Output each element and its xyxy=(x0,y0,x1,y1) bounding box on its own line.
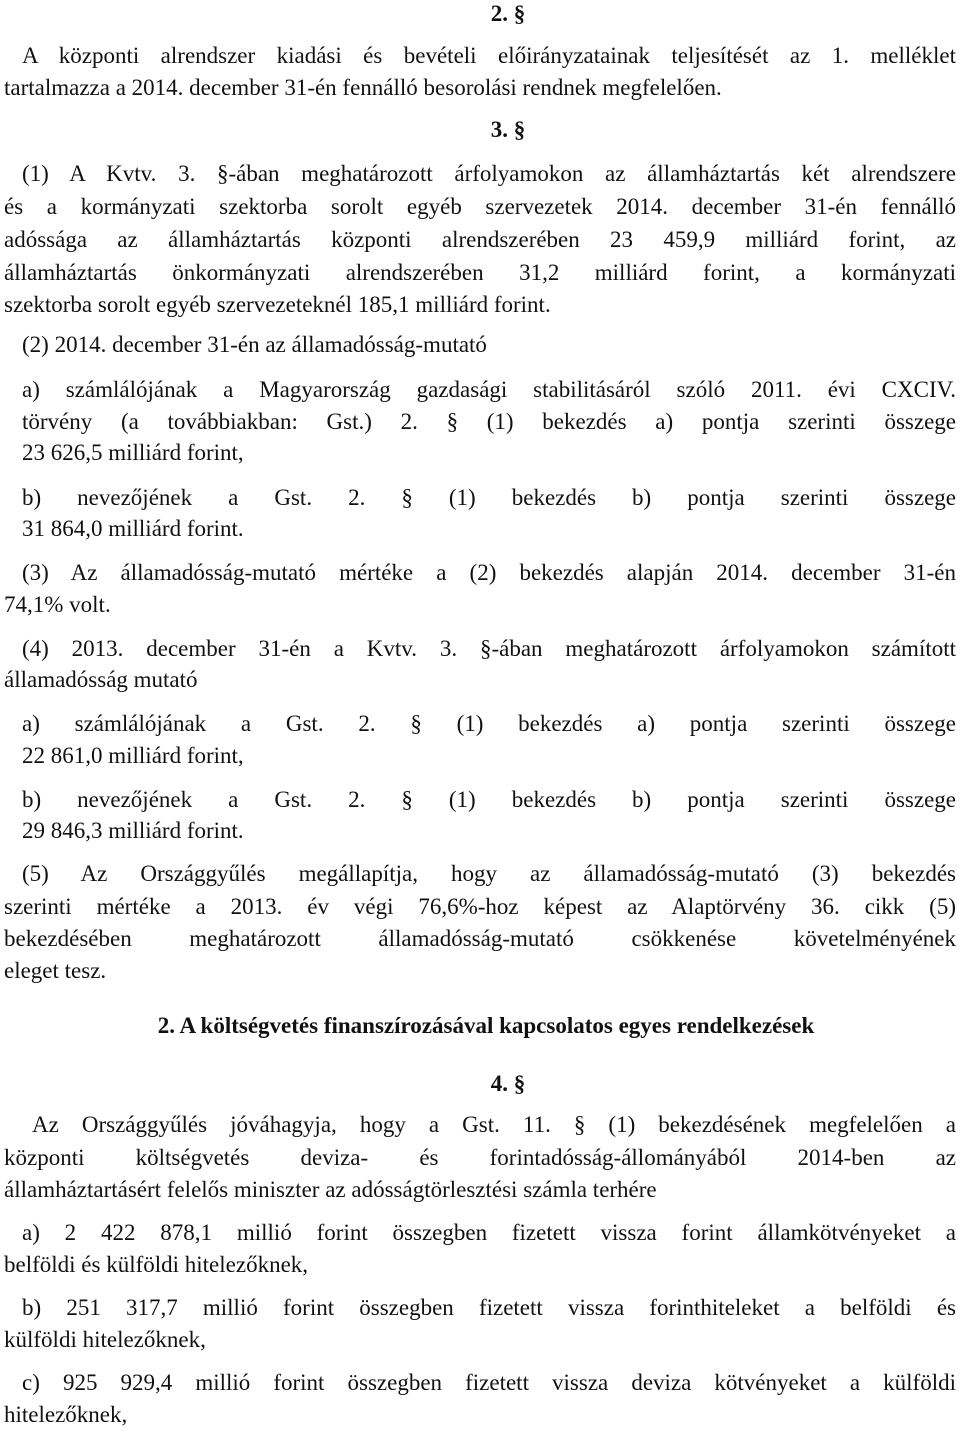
paragraph-line: (4) 2013. december 31-én a Kvtv. 3. §-ában meghatározott árfolyamokon számított xyxy=(22,636,956,661)
list-item-line: törvény (a továbbiakban: Gst.) 2. § (1) bekezdés a) pontja szerinti összege xyxy=(22,409,956,434)
list-item-line: a) 2 422 878,1 millió forint összegben fizetett vissza forint államkötvényeket a xyxy=(22,1220,956,1245)
paragraph-line: (2) 2014. december 31-én az államadósság-mutató xyxy=(22,332,487,357)
list-item-line: 23 626,5 milliárd forint, xyxy=(22,440,244,465)
section-heading-2: 2. § xyxy=(490,1,526,26)
paragraph-line: és a kormányzati szektorba sorolt egyéb szervezetek 2014. december 31-én fennálló xyxy=(4,194,956,219)
paragraph-line: tartalmazza a 2014. december 31-én fennálló besorolási rendnek megfelelően. xyxy=(4,75,722,100)
list-item-line: a) számlálójának a Magyarország gazdasági stabilitásáról szóló 2011. évi CXCIV. xyxy=(22,377,956,402)
section-heading-4: 4. § xyxy=(490,1071,526,1096)
paragraph-line: szerinti mértéke a 2013. év végi 76,6%-hoz képest az Alaptörvény 36. cikk (5) xyxy=(4,894,956,919)
list-item-line: 29 846,3 milliárd forint. xyxy=(22,818,244,843)
paragraph-line: (5) Az Országgyűlés megállapítja, hogy az államadósság-mutató (3) bekezdés xyxy=(22,861,956,886)
paragraph-line: 74,1% volt. xyxy=(4,592,111,617)
paragraph-line: államháztartás önkormányzati alrendszerében 31,2 milliárd forint, a kormányzati xyxy=(4,260,956,285)
list-item-line: 31 864,0 milliárd forint. xyxy=(22,516,244,541)
list-item-line: külföldi hitelezőknek, xyxy=(4,1327,206,1352)
paragraph-line: adóssága az államháztartás központi alrendszerében 23 459,9 milliárd forint, az xyxy=(4,227,956,252)
paragraph-line: államadósság mutató xyxy=(4,667,198,692)
list-item-line: a) számlálójának a Gst. 2. § (1) bekezdés a) pontja szerinti összege xyxy=(22,711,956,736)
paragraph-line: központi költségvetés deviza- és forintadósság-állományából 2014-ben az xyxy=(4,1145,956,1170)
paragraph-line: eleget tesz. xyxy=(4,958,107,983)
section-heading-3: 3. § xyxy=(490,117,526,142)
paragraph-line: államháztartásért felelős miniszter az adósságtörlesztési számla terhére xyxy=(4,1177,657,1202)
list-item-line: b) 251 317,7 millió forint összegben fizetett vissza forinthiteleket a belföldi és xyxy=(22,1295,956,1320)
paragraph-line: szektorba sorolt egyéb szervezeteknél 185,1 milliárd forint. xyxy=(4,292,551,317)
list-item-line: c) 925 929,4 millió forint összegben fizetett vissza deviza kötvényeket a külföldi xyxy=(22,1370,956,1395)
list-item-line: hitelezőknek, xyxy=(4,1402,128,1427)
list-item-line: 22 861,0 milliárd forint, xyxy=(22,743,244,768)
paragraph-line: Az Országgyűlés jóváhagyja, hogy a Gst. 11. § (1) bekezdésének megfelelően a xyxy=(32,1112,956,1137)
list-item-line: b) nevezőjének a Gst. 2. § (1) bekezdés b) pontja szerinti összege xyxy=(22,485,956,510)
chapter-heading: 2. A költségvetés finanszírozásával kapcsolatos egyes rendelkezések xyxy=(157,1013,815,1038)
paragraph-line: bekezdésében meghatározott államadósság-mutató csökkenése követelményének xyxy=(4,926,956,951)
paragraph-line: A központi alrendszer kiadási és bevételi előirányzatainak teljesítését az 1. melléklet xyxy=(22,43,956,68)
paragraph-line: (3) Az államadósság-mutató mértéke a (2) bekezdés alapján 2014. december 31-én xyxy=(22,560,956,585)
list-item-line: belföldi és külföldi hitelezőknek, xyxy=(4,1252,309,1277)
paragraph-line: (1) A Kvtv. 3. §-ában meghatározott árfolyamokon az államháztartás két alrendszere xyxy=(22,161,956,186)
list-item-line: b) nevezőjének a Gst. 2. § (1) bekezdés b) pontja szerinti összege xyxy=(22,787,956,812)
